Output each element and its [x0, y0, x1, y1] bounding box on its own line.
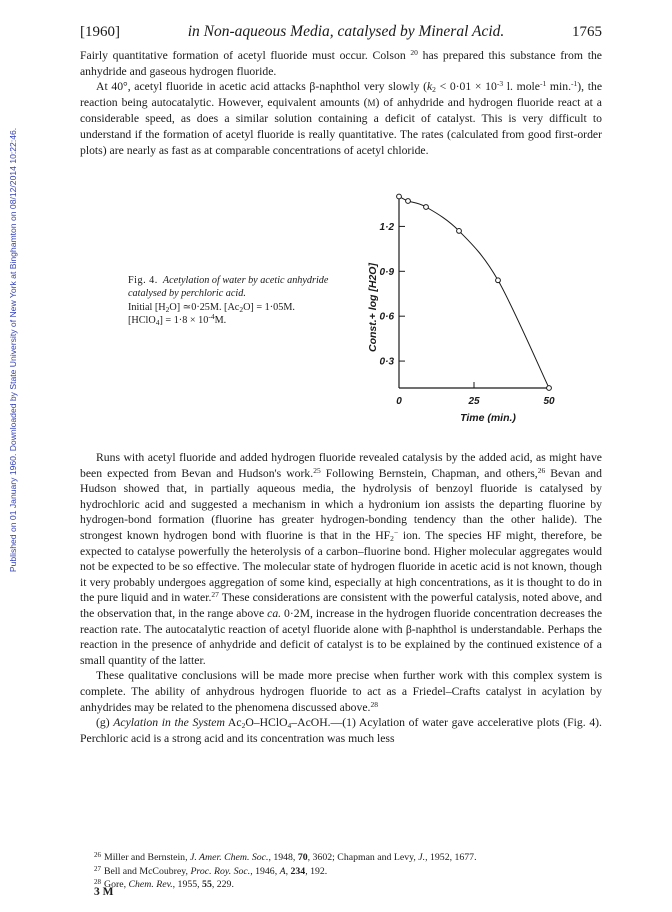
running-header [80, 23, 602, 41]
data-point [397, 194, 402, 199]
data-point [424, 205, 429, 210]
citation-ref[interactable]: 27 [211, 590, 219, 600]
figure-label: Fig. 4. [128, 275, 158, 286]
data-point [406, 199, 411, 204]
lower-text-block [80, 450, 602, 746]
paragraph: These qualitative conclusions will be made more precise when further work with this complex system is complete. The ability of anhydrous hydrogen fluoride to act as a Friedel–Crafts catalyst in acylation by anhydrides may be related to the phenomena discussed above.$^{28}$ [80, 669, 602, 714]
y-axis-label: Const.+ log [H2O] [367, 263, 379, 352]
citation-ref[interactable]: 28 [370, 699, 378, 709]
top-text-block [80, 48, 602, 158]
page-number: 1765 [571, 24, 602, 40]
paragraph: Runs with acetyl fluoride and added hydrogen fluoride revealed catalysis by the added acid, as might have been expected from Bevan and Hudson's work.$^{25}$ Following Bernstein, Chapman, and others,$^{26}$ Bevan and Hudson showed that, in partially aqueous media, the hydrolysis of benzoyl fluoride is catalysed by hydrochloric acid and suggested a mechanism in which a hydronium ion assists the departing fluorine by hydrogen-bond formation (fluorine has greater hydrogen-bonding tendency than the other halide). The strongest known hydrogen bond with fluorine is that in the $HF_2^-$ ion. The species HF might, therefore, be expected to catalyse powerfully the heterolysis of a carbon–fluorine bond. Higher molecular aggregates would not be expected to be so effective. The molecular state of hydrogen fluoride in acetic acid is not known, though it very probably undergoes aggregation of some kind, especially at high concentrations, as it is thought to do in the pure liquid and in water.$^{27}$ These considerations are consistent with the powerful catalysis, noted above, and the observation that, in the range above ca. 0·2M, increase in the hydrogen fluoride concentration decreases the reaction rate. The autocatalytic reaction of acetyl fluoride alone with β-naphthol is understandable. Perhaps the reaction in the presence of anhydride and deficit of catalyst is to be explained by the continued existence of a small quantity of the latter. [80, 451, 603, 667]
figure-conditions: Initial $[H_2O]$ ≃0·25M. $[Ac_2O] = 1\cdot 05M$. [HClO$_4$] = $1\cdot 8 \times 10^{-4}M$. [128, 302, 295, 327]
paragraph: At 40°, acetyl fluoride in acetic acid attacks β-naphthol very slowly ($k_2 < 0\cdot 01 \times 10^{-3}$ l. mole$^{-1}$ min.$^{-1}$), the reaction being autocatalytic. However, equivalent amounts (M) of anhydride and hydrogen fluoride react at a considerable speed, as does a similar solution containing a deficit of catalyst. This is very difficult to understand if the formation of acetyl fluoride is really quantitative. The rates (calculated from good first-order plots) are nearly as fast as at comparable concentrations of acetyl chloride. [80, 79, 603, 157]
download-banner [6, 70, 20, 630]
x-tick-label: 50 [543, 396, 555, 407]
x-axis-label: Time (min.) [460, 412, 516, 424]
download-banner-text: Published on 01 January 1960. Downloaded by State University of New York at Binghamton on 08/12/2014 10:22:46. [8, 127, 18, 573]
y-tick-label: 0·9 [379, 266, 394, 278]
y-tick-label: 1·2 [379, 221, 394, 233]
series-line [399, 196, 549, 388]
chart-plot-area [367, 194, 555, 424]
header-year: [1960] [80, 24, 120, 40]
figure-caption [128, 274, 344, 327]
data-point [496, 278, 501, 283]
y-tick-label: 0·6 [379, 311, 394, 323]
footnote-27: $^{27}$ Bell and McCoubrey, Proc. Roy. Soc., 1946, A, 234, 192. [94, 864, 328, 877]
citation-ref[interactable]: 20 [410, 48, 418, 57]
footnote-26: $^{26}$ Miller and Bernstein, J. Amer. Chem. Soc., 1948, 70, 3602; Chapman and Levy, J., 1952, 1677. [94, 851, 477, 863]
footnotes [94, 850, 604, 891]
x-tick-label: 25 [468, 396, 480, 407]
x-tick-label: 0 [396, 396, 402, 407]
citation-ref[interactable]: 25 [313, 465, 321, 475]
section-heading: Acylation in the System [113, 716, 225, 730]
paragraph: Fairly quantitative formation of acetyl fluoride must occur. Colson $^{20}$ has prepared this substance from the anhydride and gaseous hydrogen fluoride. [80, 48, 602, 78]
data-point [547, 386, 552, 391]
signature-mark: 3 M [94, 886, 114, 898]
header-title: in Non-aqueous Media, catalysed by Mineral Acid. [187, 23, 505, 40]
data-point [457, 229, 462, 234]
footnote-28: $^{28}$ Gore, Chem. Rev., 1955, 55, 229. [94, 878, 234, 890]
figure-title: Fig. 4. Acetylation of water by acetic anhydride catalysed by perchloric acid. [128, 275, 329, 299]
citation-ref[interactable]: 26 [537, 465, 546, 475]
paragraph: (g) Acylation in the System $Ac_2O-HClO_4-AcOH.—(1)$ Acylation of water gave accelerative plots (Fig. 4). Perchloric acid is a strong acid and its concentration was much less [80, 716, 602, 745]
y-tick-label: 0·3 [379, 356, 394, 368]
